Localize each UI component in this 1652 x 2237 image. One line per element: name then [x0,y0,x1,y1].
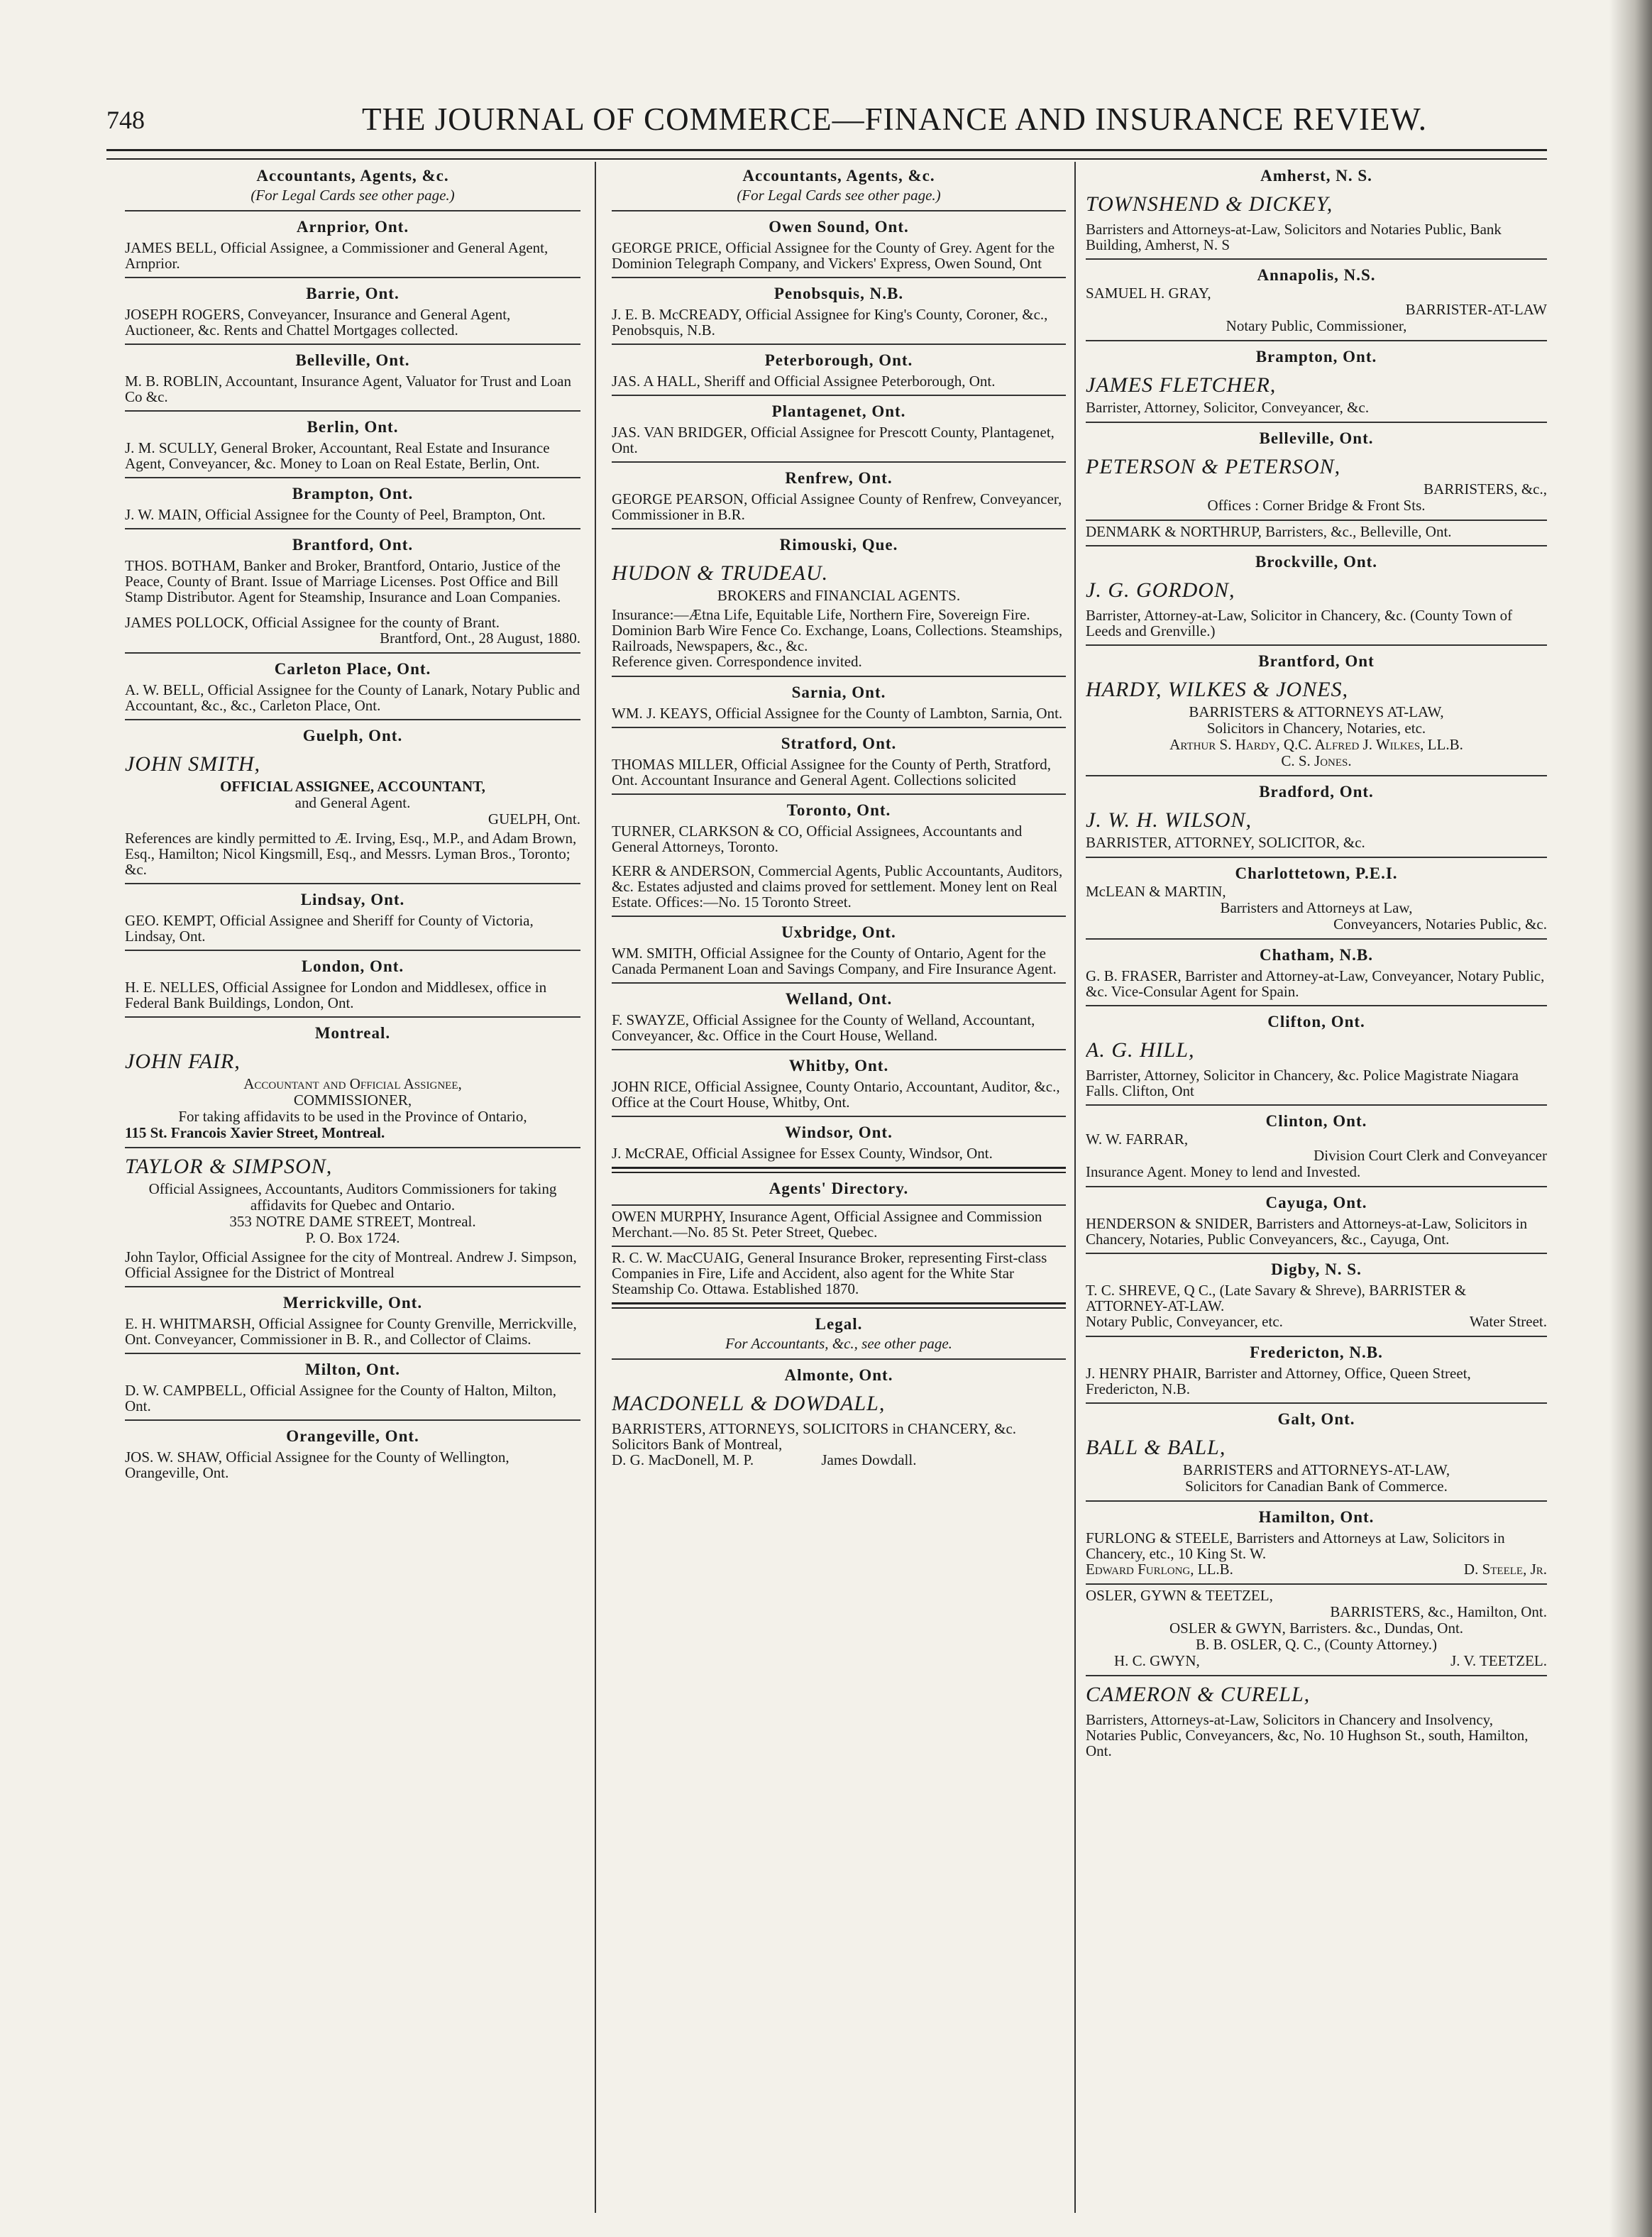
location-heading: Clinton, Ont. [1265,1112,1367,1130]
listing-line: BARRISTER-AT-LAW [1405,301,1547,318]
listing-line: OSLER, GYWN & TEETZEL, [1086,1587,1273,1604]
listing-name: CAMERON & CURELL, [1086,1683,1311,1706]
location-heading: Stratford, Ont. [781,735,897,752]
listing-entry: THOMAS MILLER, Official Assignee for the County of Perth, Stratford, Ont. Accountant Insurance and General Agent. Collections solicited [612,756,1052,788]
location-heading: Brampton, Ont. [292,485,414,502]
listing-name: HUDON & TRUDEAU. [612,561,829,585]
listing-line: Official Assignees, Accountants, Auditors Commissioners for taking affidavits for Quebec and Ontario. [148,1180,557,1214]
divider [1086,258,1547,260]
divider [1086,1500,1547,1502]
divider [125,1353,580,1354]
listing-entry: Barrister, Attorney, Solicitor in Chancery, &c. Police Magistrate Niagara Falls. Clifton, Ont [1086,1067,1519,1099]
listing-name: J. G. GORDON, [1086,578,1235,602]
listing-line: Offices : Corner Bridge & Front Sts. [1207,497,1426,514]
page-edge-shadow [1609,0,1652,2237]
divider [1086,1104,1547,1106]
listing-entry: M. B. ROBLIN, Accountant, Insurance Agent, Valuator for Trust and Loan Co &c. [125,373,571,405]
divider [125,477,580,478]
listing-entry: H. E. NELLES, Official Assignee for London and Middlesex, office in Federal Bank Buildings, London, Ont. [125,979,547,1011]
location-heading: Charlottetown, P.E.I. [1235,864,1398,882]
location-heading: Almonte, Ont. [784,1366,893,1384]
listing-line: 353 NOTRE DAME STREET, Montreal. [229,1213,476,1230]
location-heading: Chatham, N.B. [1260,946,1373,964]
listing-entry: JAMES BELL, Official Assignee, a Commissioner and General Agent, Arnprior. [125,239,549,272]
listing-line: BARRISTER, ATTORNEY, SOLICITOR, &c. [1086,834,1365,851]
listing-line: SAMUEL H. GRAY, [1086,285,1211,302]
divider [612,395,1066,396]
listing-entry: JOSEPH ROGERS, Conveyancer, Insurance and General Agent, Auctioneer, &c. Rents and Chattel Mortgages collected. [125,306,511,339]
divider [125,210,580,211]
divider [612,982,1066,984]
listing-entry: T. C. SHREVE, Q C., (Late Savary & Shreve), BARRISTER & ATTORNEY-AT-LAW. [1086,1282,1467,1314]
listing-entry: References are kindly permitted to Æ. Irving, Esq., M.P., and Adam Brown, Esq., Hamilton; Nicol Kingsmill, Esq., and Messrs. Lyman Bros., Toronto; &c. [125,830,577,878]
divider [1086,1402,1547,1404]
listing-line: Solicitors in Chancery, Notaries, etc. [1206,720,1426,737]
listing-date: Brantford, Ont., 28 August, 1880. [380,630,580,647]
divider [125,883,580,884]
listing-entry: A. W. BELL, Official Assignee for the County of Lanark, Notary Public and Accountant, &c., &c., Carleton Place, Ont. [125,681,580,714]
listing-entry: JOHN RICE, Official Assignee, County Ontario, Accountant, Auditor, &c., Office at the Court House, Whitby, Ont. [612,1078,1060,1111]
divider [1086,1675,1547,1676]
divider [612,676,1066,677]
divider [612,210,1066,211]
listing-line [1086,1653,1547,1669]
listing-name: J. W. H. WILSON, [1086,808,1252,832]
divider [1086,857,1547,858]
listing-name: JAMES FLETCHER, [1086,373,1277,397]
column-1 [125,160,580,2219]
divider [612,1116,1066,1117]
partner-name: Edward Furlong, LL.B. [1086,1561,1233,1578]
listing-entry: JAS. VAN BRIDGER, Official Assignee for Prescott County, Plantagenet, Ont. [612,424,1054,456]
listing-line: Accountant and Official Assignee, [243,1075,462,1092]
listing-name: A. G. HILL, [1086,1038,1195,1062]
divider [125,528,580,529]
listing-line: Division Court Clerk and Conveyancer [1314,1147,1547,1164]
partner-name: H. C. GWYN, [1114,1652,1200,1669]
listing-line: BARRISTERS & ATTORNEYS AT-LAW, [1189,703,1444,720]
divider [612,343,1066,345]
divider [125,1419,580,1421]
listing-detail: Notary Public, Conveyancer, etc. [1086,1313,1283,1330]
column-3 [1086,160,1547,2219]
listing-entry: J. W. MAIN, Official Assignee for the County of Peel, Brampton, Ont. [125,506,546,523]
listing-line: C. S. Jones. [1281,752,1352,769]
location-heading: Renfrew, Ont. [785,469,893,487]
location-heading: Lindsay, Ont. [300,891,405,908]
divider [1086,1336,1547,1337]
column-divider [595,162,596,2213]
divider [612,1358,1066,1360]
listing-name: JOHN SMITH, [125,752,260,776]
journal-title: THE JOURNAL OF COMMERCE—FINANCE AND INSURANCE REVIEW. [362,101,1427,137]
divider [125,410,580,412]
listing-name: TAYLOR & SIMPSON, [125,1155,333,1178]
section-subtitle: (For Legal Cards see other page.) [737,187,941,204]
divider [1086,1253,1547,1254]
location-heading: Peterborough, Ont. [764,351,913,369]
location-heading: Guelph, Ont. [302,727,403,744]
location-heading: Brantford, Ont [1258,652,1375,670]
location-heading: Milton, Ont. [304,1361,401,1378]
listing-entry: J. HENRY PHAIR, Barrister and Attorney, Office, Queen Street, Fredericton, N.B. [1086,1365,1471,1397]
location-heading: Toronto, Ont. [786,801,891,819]
listing-line: P. O. Box 1724. [305,1229,400,1246]
page-number: 748 [106,106,145,134]
listing-entry: J. M. SCULLY, General Broker, Accountant, Real Estate and Insurance Agent, Conveyancer, &c. Money to Loan on Real Estate, Berlin, Ont. [125,439,550,472]
listing-line [1086,1314,1547,1330]
location-heading: Merrickville, Ont. [282,1294,423,1312]
divider [1086,1186,1547,1187]
divider [1086,1583,1547,1585]
section-heading: Legal. [815,1315,863,1333]
location-heading: Montreal. [314,1024,391,1042]
listing-line: BARRISTERS, &c., [1424,480,1547,498]
listing-entry: TURNER, CLARKSON & CO, Official Assignees, Accountants and General Attorneys, Toronto. [612,823,1023,855]
listing-detail: Water Street. [1469,1313,1547,1330]
listing-line [1086,1561,1547,1578]
location-heading: Whitby, Ont. [788,1057,889,1074]
listing-entry: Barrister, Attorney-at-Law, Solicitor in Chancery, &c. (County Town of Leeds and Grenville.) [1086,607,1513,639]
location-heading: Welland, Ont. [785,990,893,1008]
listing-entry: D. W. CAMPBELL, Official Assignee for the County of Halton, Milton, Ont. [125,1382,556,1414]
divider [612,277,1066,278]
listing-line: and General Agent. [294,794,411,811]
divider [125,277,580,278]
listing-line: B. B. OSLER, Q. C., (County Attorney.) [1196,1636,1437,1653]
location-heading: Rimouski, Que. [779,536,898,554]
location-heading: Cayuga, Ont. [1265,1194,1367,1211]
listing-entry: R. C. W. MacCUAIG, General Insurance Broker, representing First-class Companies in Fire, Life and Accident, also agent for the White Star Steamship Co. Ottawa. Established 1870. [612,1249,1047,1297]
location-heading: Annapolis, N.S. [1257,266,1376,284]
partner-name: J. V. TEETZEL. [1450,1652,1547,1669]
location-heading: Plantagenet, Ont. [771,402,906,420]
listing-entry: GEORGE PEARSON, Official Assignee County of Renfrew, Conveyancer, Commissioner in B.R. [612,490,1062,523]
listing-line: McLEAN & MARTIN, [1086,883,1226,900]
listing-entry: HENDERSON & SNIDER, Barristers and Attorneys-at-Law, Solicitors in Chancery, Notaries, Public Conveyancers, &c., Cayuga, Ont. [1086,1215,1528,1248]
divider [125,1286,580,1287]
section-title: Accountants, Agents, &c. [742,167,935,185]
location-heading: Windsor, Ont. [785,1123,893,1141]
listing-line: Insurance Agent. Money to lend and Invested. [1086,1163,1361,1180]
divider [125,1016,580,1018]
listing-entry: F. SWAYZE, Official Assignee for the County of Welland, Accountant, Conveyancer, &c. Office in the Court House, Welland. [612,1011,1035,1044]
listing-line: BARRISTERS, &c., Hamilton, Ont. [1330,1603,1547,1620]
divider [125,1147,580,1148]
listing-line: BROKERS and FINANCIAL AGENTS. [717,587,961,604]
listing-line: Conveyancers, Notaries Public, &c. [1333,916,1547,933]
divider [612,1049,1066,1050]
location-heading: Hamilton, Ont. [1258,1508,1375,1526]
location-heading: Arnprior, Ont. [296,218,409,236]
divider [612,1204,1066,1206]
listing-line: Arthur S. Hardy, Q.C. Alfred J. Wilkes, LL.B. [1169,736,1463,753]
section-subtitle: For Accountants, &c., see other page. [725,1335,952,1352]
listing-entry: JAS. A HALL, Sheriff and Official Assignee Peterborough, Ont. [612,373,996,390]
location-heading: Bradford, Ont. [1259,783,1374,801]
listing-line: For taking affidavits to be used in the Province of Ontario, [178,1108,527,1125]
listing-entry: JAMES POLLOCK, Official Assignee for the county of Brant. [125,614,500,631]
listing-line: COMMISSIONER, [293,1092,412,1109]
location-heading: Sarnia, Ont. [791,683,886,701]
location-heading: Owen Sound, Ont. [769,218,909,236]
header-rule [106,149,1547,160]
listing-line: GUELPH, Ont. [488,810,580,828]
listing-line: Solicitors for Canadian Bank of Commerce. [1185,1478,1448,1495]
listing-name: MACDONELL & DOWDALL, [612,1392,886,1415]
location-heading: Barrie, Ont. [306,285,400,302]
listing-entry: JOS. W. SHAW, Official Assignee for the County of Wellington, Orangeville, Ont. [125,1449,510,1481]
partner-name: James Dowdall. [821,1451,917,1468]
listing-entry: GEO. KEMPT, Official Assignee and Sheriff for County of Victoria, Lindsay, Ont. [125,912,534,945]
divider [1086,644,1547,646]
listing-name: TOWNSHEND & DICKEY, [1086,192,1333,216]
divider [612,916,1066,917]
listing-name: HARDY, WILKES & JONES, [1086,678,1349,701]
listing-line: BARRISTERS and ATTORNEYS-AT-LAW, [1182,1461,1450,1478]
listing-entry: E. H. WHITMARSH, Official Assignee for County Grenville, Merrickville, Ont. Conveyancer, Commissioner in B. R., and Collector of Claims. [125,1315,577,1348]
section-title: Accountants, Agents, &c. [256,167,449,185]
divider [1086,1005,1547,1006]
listing-line: OSLER & GWYN, Barristers. &c., Dundas, Ont. [1169,1620,1464,1637]
location-heading: Amherst, N. S. [1260,167,1372,185]
listing-entry: John Taylor, Official Assignee for the city of Montreal. Andrew J. Simpson, Official Assignee for the District of Montreal [125,1248,577,1281]
location-heading: Brampton, Ont. [1255,348,1377,365]
divider [1086,422,1547,423]
divider [125,343,580,345]
listing-line: Barrister, Attorney, Solicitor, Conveyancer, &c. [1086,399,1370,416]
listing-entry: J. McCRAE, Official Assignee for Essex County, Windsor, Ont. [612,1145,993,1162]
listing-entry: WM. J. KEAYS, Official Assignee for the County of Lambton, Sarnia, Ont. [612,705,1063,722]
section-subtitle: (For Legal Cards see other page.) [250,187,455,204]
listing-entry: KERR & ANDERSON, Commercial Agents, Public Accountants, Auditors, &c. Estates adjusted and claims proved for settlement. Money lent on Real Estate. Offices:—No. 15 Toronto Street. [612,862,1063,911]
listing-line: Notary Public, Commissioner, [1226,317,1407,334]
page-header [106,101,1547,143]
divider [612,528,1066,529]
location-heading: Clifton, Ont. [1267,1013,1365,1030]
listing-entry: G. B. FRASER, Barrister and Attorney-at-Law, Conveyancer, Notary Public, &c. Vice-Consular Agent for Spain. [1086,967,1545,1000]
location-heading: Belleville, Ont. [1259,429,1374,447]
listing-name: BALL & BALL, [1086,1436,1226,1459]
divider [612,1246,1066,1247]
location-heading: Orangeville, Ont. [286,1427,419,1445]
divider [1086,340,1547,341]
divider [612,793,1066,795]
column-divider [1074,162,1076,2213]
divider [125,719,580,720]
listing-name: PETERSON & PETERSON, [1086,455,1341,478]
location-heading: Belleville, Ont. [295,351,410,369]
listing-line: Reference given. Correspondence invited. [612,653,862,670]
divider [612,461,1066,463]
location-heading: Galt, Ont. [1277,1410,1355,1428]
location-heading: Berlin, Ont. [307,418,399,436]
location-heading: London, Ont. [301,957,404,975]
divider [1086,520,1547,521]
location-heading: Carleton Place, Ont. [274,660,431,678]
column-2 [612,160,1066,2219]
section-heading: Agents' Directory. [769,1180,909,1197]
location-heading: Digby, N. S. [1271,1260,1362,1278]
listing-line: 115 St. Francois Xavier Street, Montreal. [125,1124,385,1141]
listing-entry: FURLONG & STEELE, Barristers and Attorneys at Law, Solicitors in Chancery, etc., 10 King St. W. [1086,1529,1505,1562]
listing-entry: Barristers and Attorneys-at-Law, Solicitors and Notaries Public, Bank Building, Amherst, N. S [1086,221,1502,253]
listing-entry: THOS. BOTHAM, Banker and Broker, Brantford, Ontario, Justice of the Peace, County of Brant. Issue of Marriage Licenses. Post Office and Bill Stamp Distributor. Agent for Steamship, Insurance and Loan Companies. [125,557,561,605]
listing-entry: BARRISTERS, ATTORNEYS, SOLICITORS in CHANCERY, &c. Solicitors Bank of Montreal, [612,1420,1017,1453]
listing-entry: GEORGE PRICE, Official Assignee for the County of Grey. Agent for the Dominion Telegraph Company, and Vickers' Express, Owen Sound, Ont [612,239,1055,272]
divider [612,727,1066,728]
listing-entry: Insurance:—Ætna Life, Equitable Life, Northern Fire, Sovereign Fire. Dominion Barb Wire Fence Co. Exchange, Loans, Collections. Steamships, Railroads, Newspapers, &c., &c. [612,606,1063,654]
listing-entry: J. E. B. McCREADY, Official Assignee for King's County, Coroner, &c., Penobsquis, N.B. [612,306,1048,339]
divider [1086,938,1547,940]
listing-entry: Barristers, Attorneys-at-Law, Solicitors in Chancery and Insolvency, Notaries Public, Conveyancers, &c, No. 10 Hughson St., south, Hamilton, Ont. [1086,1711,1529,1759]
divider [612,1302,1066,1309]
location-heading: Uxbridge, Ont. [781,923,896,941]
listing-entry: DENMARK & NORTHRUP, Barristers, &c., Belleville, Ont. [1086,523,1452,540]
listing-line [612,1452,1066,1468]
divider [125,950,580,951]
partner-name: D. G. MacDonell, M. P. [612,1451,754,1468]
listing-entry: OWEN MURPHY, Insurance Agent, Official Assignee and Commission Merchant.—No. 85 St. Peter Street, Quebec. [612,1208,1042,1241]
location-heading: Brantford, Ont. [292,536,414,554]
listing-line: Barristers and Attorneys at Law, [1220,899,1413,916]
divider [612,1167,1066,1173]
location-heading: Fredericton, N.B. [1250,1343,1383,1361]
location-heading: Brockville, Ont. [1255,553,1378,571]
location-heading: Penobsquis, N.B. [773,285,904,302]
listing-line: OFFICIAL ASSIGNEE, ACCOUNTANT, [220,778,485,795]
divider [1086,545,1547,546]
listing-name: JOHN FAIR, [125,1050,241,1073]
partner-name: D. Steele, Jr. [1463,1561,1547,1578]
divider [1086,775,1547,776]
listing-entry: WM. SMITH, Official Assignee for the County of Ontario, Agent for the Canada Permanent Loan and Savings Company, and Fire Insurance Agent. [612,945,1057,977]
divider [125,652,580,654]
listing-line: W. W. FARRAR, [1086,1131,1189,1148]
